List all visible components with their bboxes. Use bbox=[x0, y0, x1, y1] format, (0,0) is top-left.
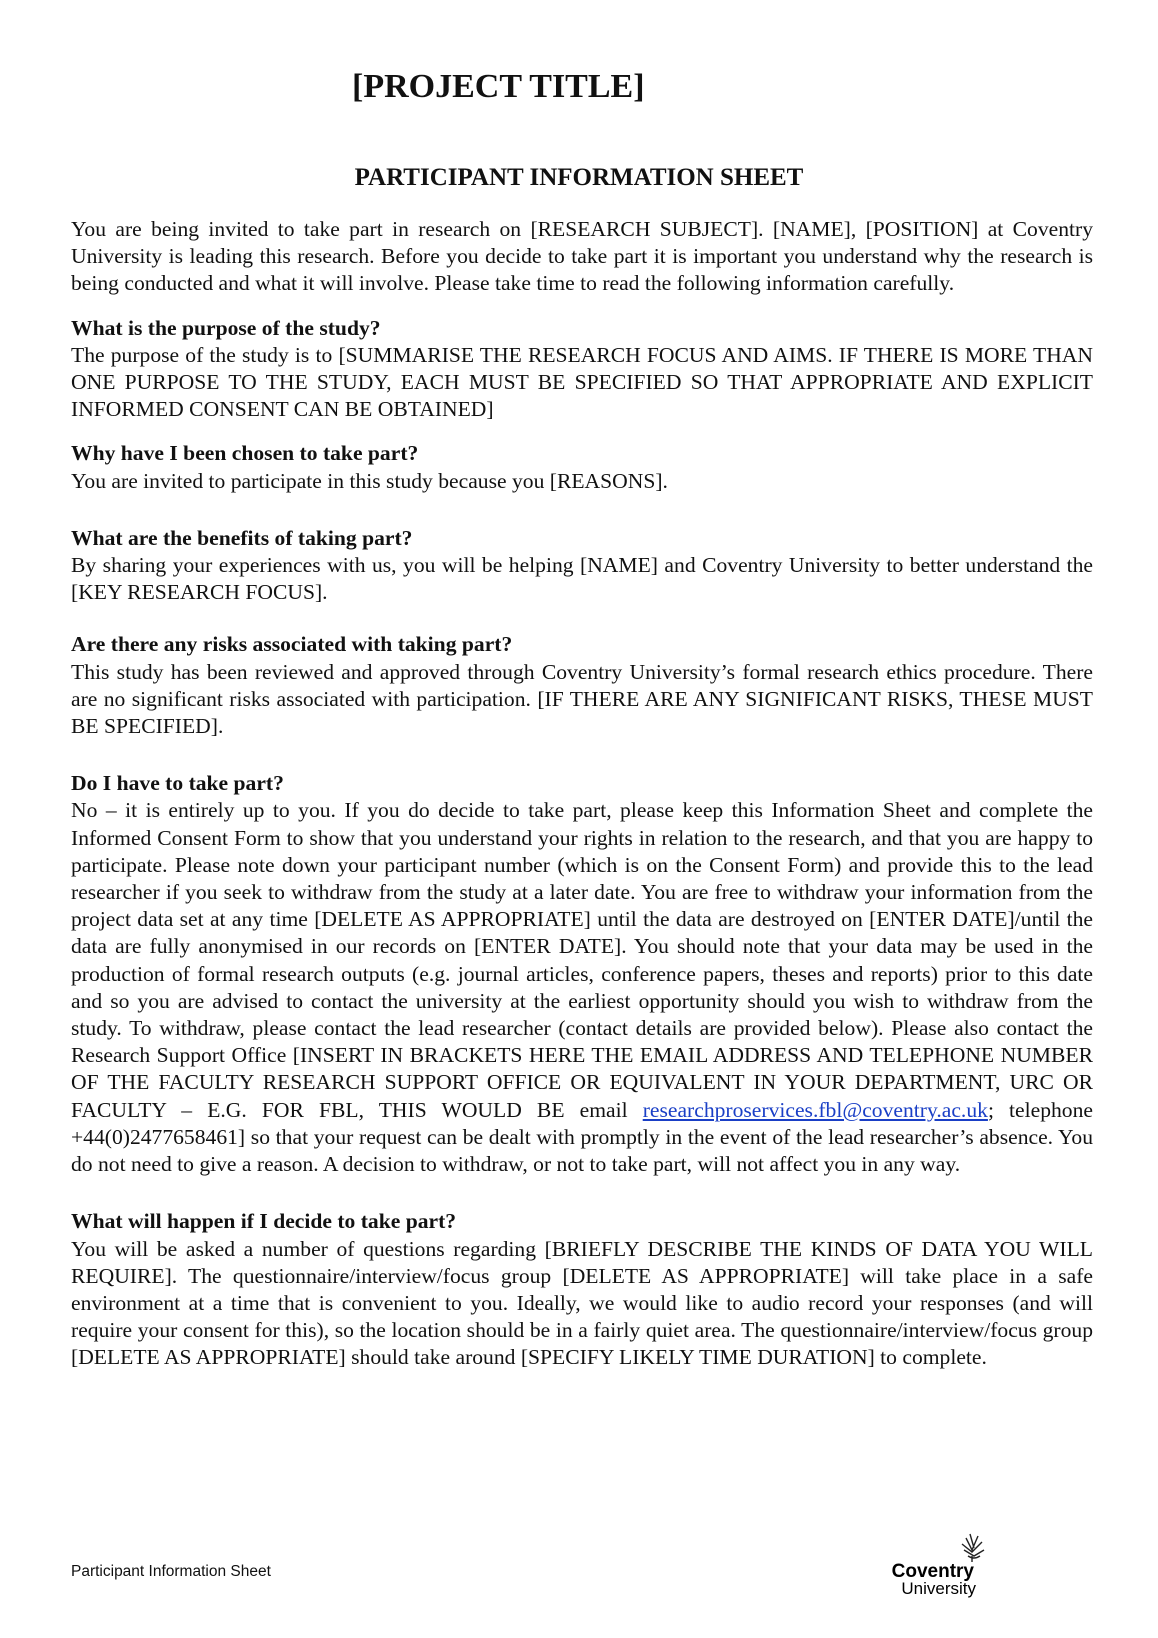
purpose-heading: What is the purpose of the study? bbox=[71, 315, 381, 340]
risks-body: This study has been reviewed and approved through Coventry University’s formal research ethics procedure. There are no significant risks associated with participation. [IF THERE ARE ANY SIGNIFICANT RISKS, THESE MUST BE SPECIFIED]. bbox=[71, 659, 1093, 739]
take-part-body-text-end: ; telephone +44(0)2477658461] so that your request can be dealt with promptly in the event of the lead researcher’s absence. You do not need to give a reason. A decision to withdraw, or not to take part, will not affect you in any way. bbox=[71, 1097, 1093, 1177]
what-happens-heading: What will happen if I decide to take part? bbox=[71, 1209, 457, 1234]
take-part-body-text: No – it is entirely up to you. If you do decide to take part, please keep this Information Sheet and complete the Informed Consent Form to show that you understand your rights in relation to the research, and that you are happy to participate. Please note down your participant number (which is on the Consent Form) and provide this to the lead researcher if you seek to withdraw from the study at a later date. You are free to withdraw your information from the project data set at any time [DELETE AS APPROPRIATE] until the data are destroyed on [ENTER DATE]/until the data are fully anonymised in our records on [ENTER DATE]. You should note that your data may be used in the production of formal research outputs (e.g. journal articles, conference papers, theses and reports) prior to this date and so you are advised to contact the university at the earliest opportunity should you wish to withdraw from the study. To withdraw, please contact the lead researcher (contact details are provided below). Please also contact the Research Support Office [INSERT IN BRACKETS HERE THE EMAIL ADDRESS AND TELEPHONE NUMBER OF THE FACULTY RESEARCH SUPPORT OFFICE OR EQUIVALENT IN YOUR DEPARTMENT, URC OR FACULTY – E.G. FOR FBL, THIS WOULD BE email bbox=[71, 798, 1093, 1122]
chosen-heading: Why have I been chosen to take part? bbox=[71, 441, 419, 466]
what-happens-body: You will be asked a number of questions regarding [BRIEFLY DESCRIBE THE KINDS OF DATA YOU WILL REQUIRE]. The questionnaire/interview/focus group [DELETE AS APPROPRIATE] will take place in a safe environment at a time that is convenient to you. Ideally, we would like to audio record your responses (and will require your consent for this), so the location should be in a fairly quiet area. The questionnaire/interview/focus group [DELETE AS APPROPRIATE] should take around [SPECIFY LIKELY TIME DURATION] to complete. bbox=[71, 1236, 1093, 1370]
phoenix-icon bbox=[962, 1534, 984, 1562]
purpose-body: The purpose of the study is to [SUMMARISE THE RESEARCH FOCUS AND AIMS. IF THERE IS MORE THAN ONE PURPOSE TO THE STUDY, EACH MUST BE SPECIFIED SO THAT APPROPRIATE AND EXPLICIT INFORMED CONSENT CAN BE OBTAINED] bbox=[71, 342, 1093, 422]
logo-text-coventry: Coventry bbox=[891, 1561, 974, 1582]
take-part-body bbox=[71, 797, 1093, 1178]
benefits-body: By sharing your experiences with us, you will be helping [NAME] and Coventry University to better understand the [KEY RESEARCH FOCUS]. bbox=[71, 553, 1093, 605]
footer-label: Participant Information Sheet bbox=[71, 1563, 271, 1580]
chosen-body: You are invited to participate in this study because you [REASONS]. bbox=[71, 468, 668, 493]
benefits-heading: What are the benefits of taking part? bbox=[71, 525, 413, 550]
risks-heading: Are there any risks associated with taking part? bbox=[71, 632, 513, 657]
logo-text-university: University bbox=[901, 1579, 976, 1598]
document-body bbox=[71, 216, 1093, 1372]
document-title: PARTICIPANT INFORMATION SHEET bbox=[354, 164, 804, 191]
research-office-email-link[interactable]: researchproservices.fbl@coventry.ac.uk bbox=[642, 1097, 988, 1122]
take-part-heading: Do I have to take part? bbox=[71, 771, 284, 796]
intro-paragraph: You are being invited to take part in research on [RESEARCH SUBJECT]. [NAME], [POSITION] at Coventry University is leading this research. Before you decide to take part it is important you understand why the research is being conducted and what it will involve. Please take time to read the following information carefully. bbox=[71, 217, 1093, 296]
project-title: [PROJECT TITLE] bbox=[352, 68, 645, 105]
coventry-university-logo bbox=[886, 1530, 1001, 1600]
